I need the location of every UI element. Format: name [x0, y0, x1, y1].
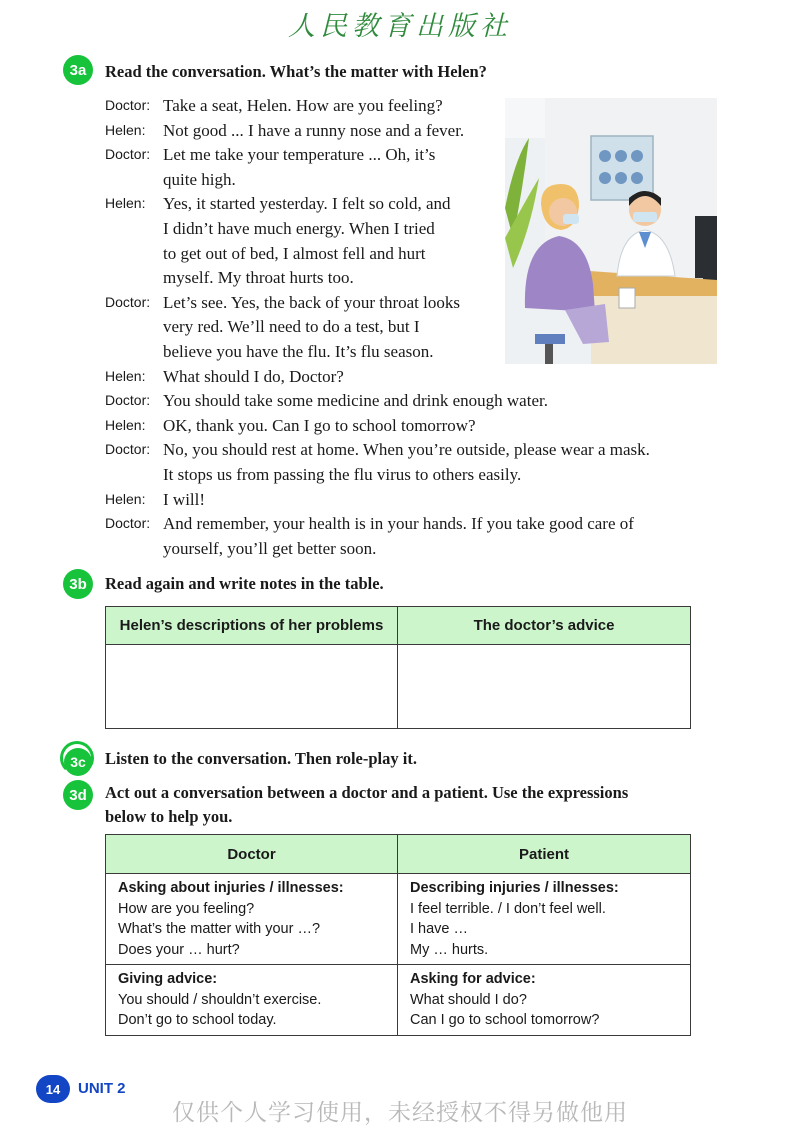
- table-header: Doctor: [106, 835, 398, 874]
- speaker-label: Helen:: [105, 195, 146, 212]
- utterance-text: Let me take your temperature ... Oh, it’s: [163, 145, 436, 165]
- utterance-text: I will!: [163, 489, 206, 509]
- section-3a-instruction: Read the conversation. What’s the matter with Helen?: [105, 62, 487, 81]
- utterance-text: Let’s see. Yes, the back of your throat looks: [163, 292, 460, 312]
- speaker-label: Doctor:: [105, 392, 151, 409]
- speaker-label: Doctor:: [105, 293, 151, 310]
- section-3b-instruction: Read again and write notes in the table.: [105, 574, 384, 593]
- section-3d-instruction: Act out a conversation between a doctor and a patient. Use the expressions below to help you.: [105, 783, 629, 826]
- utterance-text: Yes, it started yesterday. I felt so cold, and: [163, 194, 451, 214]
- notes-cell-problems[interactable]: [106, 645, 398, 729]
- expressions-cell: Giving advice: You should / shouldn’t exercise. Don’t go to school today.: [106, 965, 398, 1036]
- publisher-logo: 人民教育出版社: [288, 11, 512, 42]
- expressions-cell: Asking for advice: What should I do? Can I go to school tomorrow?: [398, 965, 691, 1036]
- utterance-text: What should I do, Doctor?: [163, 366, 344, 386]
- expressions-table: [105, 834, 691, 1036]
- section-3c-instruction: Listen to the conversation. Then role-play it.: [105, 749, 417, 768]
- utterance-text: quite high.: [163, 169, 236, 189]
- expressions-cell: Describing injuries / illnesses: I feel terrible. / I don’t feel well. I have … My … hurts.: [398, 874, 691, 965]
- table-header: Helen’s descriptions of her problems: [106, 607, 398, 645]
- table-header: The doctor’s advice: [398, 607, 691, 645]
- speaker-label: Helen:: [105, 416, 146, 433]
- notes-cell-advice[interactable]: [398, 645, 691, 729]
- section-3b-badge: 3b: [63, 569, 93, 599]
- doctor-patient-illustration: [505, 98, 717, 364]
- utterance-text: OK, thank you. Can I go to school tomorrow?: [163, 415, 476, 435]
- section-3d-badge: 3d: [63, 780, 93, 810]
- utterance-text: very red. We’ll need to do a test, but I: [163, 317, 420, 337]
- speaker-label: Doctor:: [105, 97, 151, 113]
- page-number: 14: [36, 1075, 70, 1103]
- utterance-text: Take a seat, Helen. How are you feeling?: [163, 96, 443, 115]
- section-3a-badge: 3a: [63, 55, 93, 85]
- speaker-label: Doctor:: [105, 146, 151, 163]
- section-3c-badge: 3c: [60, 741, 96, 777]
- speaker-label: Doctor:: [105, 441, 151, 458]
- unit-label: UNIT 2: [78, 1080, 126, 1097]
- utterance-text: Not good ... I have a runny nose and a fever.: [163, 120, 465, 140]
- speaker-label: Doctor:: [105, 515, 151, 532]
- utterance-text: believe you have the flu. It’s flu season.: [163, 341, 434, 361]
- speaker-label: Helen:: [105, 490, 146, 507]
- table-header: Patient: [398, 835, 691, 874]
- utterance-text: I didn’t have much energy. When I tried: [163, 218, 435, 238]
- utterance-text: to get out of bed, I almost fell and hurt: [163, 243, 426, 263]
- utterance-text: You should take some medicine and drink enough water.: [163, 391, 548, 411]
- speaker-label: Helen:: [105, 121, 146, 138]
- expressions-cell: Asking about injuries / illnesses: How are you feeling? What’s the matter with your …? Does your … hurt?: [106, 874, 398, 965]
- utterance-text: It stops us from passing the flu virus to others easily.: [163, 464, 522, 484]
- utterance-text: myself. My throat hurts too.: [163, 268, 354, 288]
- watermark: 仅供个人学习使用，未经授权不得另做他用: [172, 1100, 628, 1126]
- notes-table: [105, 606, 691, 729]
- utterance-text: No, you should rest at home. When you’re outside, please wear a mask.: [163, 440, 650, 460]
- utterance-text: And remember, your health is in your hands. If you take good care of: [163, 514, 634, 534]
- speaker-label: Helen:: [105, 367, 146, 384]
- utterance-text: yourself, you’ll get better soon.: [163, 538, 377, 558]
